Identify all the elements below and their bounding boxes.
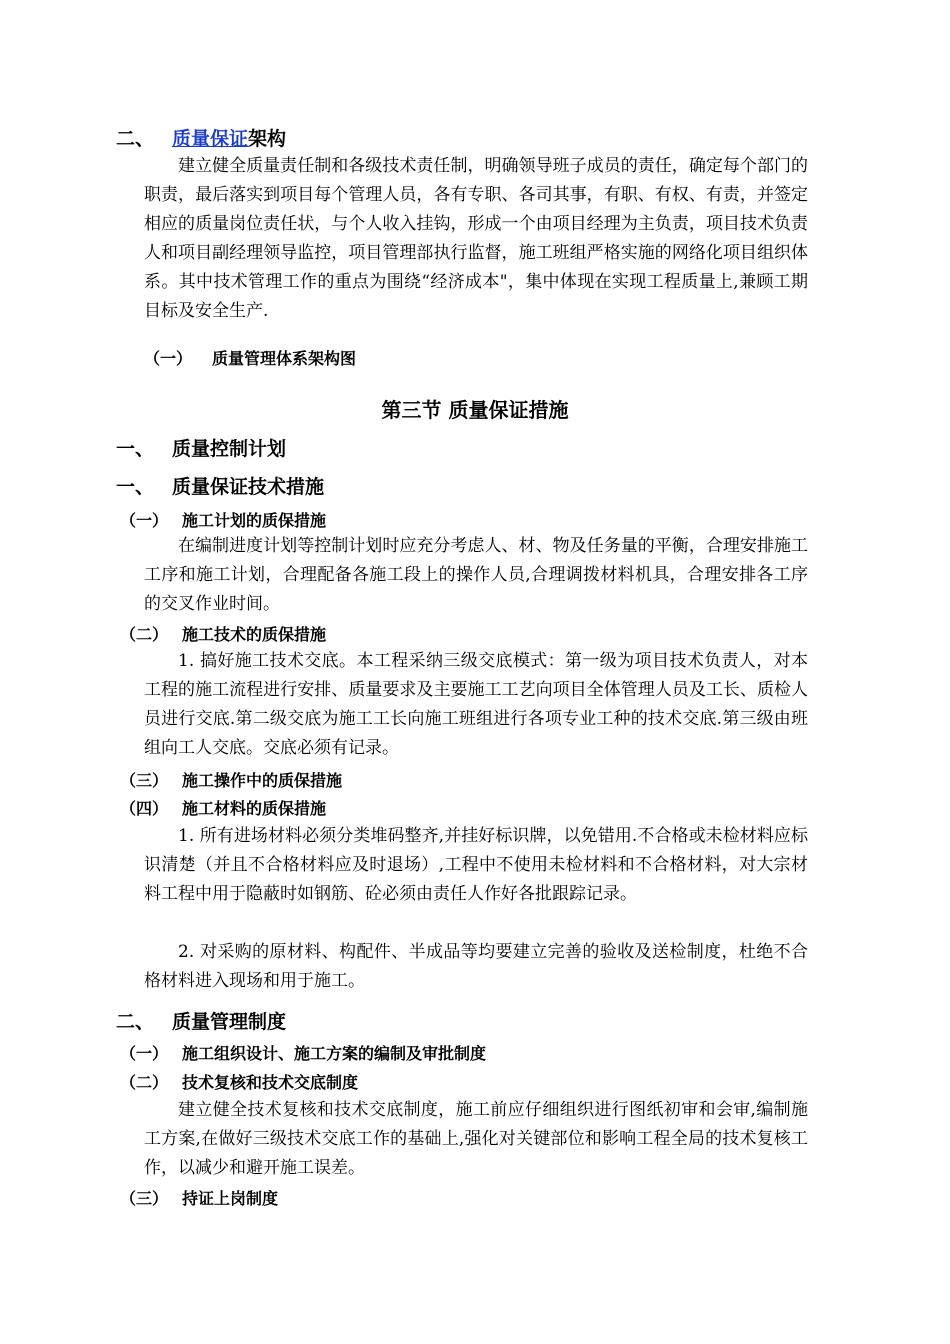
- heading-technical-measures: 一、 质量保证技术措施: [116, 476, 325, 498]
- subheading-operation-measures: （三） 施工操作中的质保措施: [120, 771, 343, 790]
- paragraph-material-stacking: 1. 所有进场材料必须分类堆码整齐,并挂好标识牌，以免错用.不合格或未检材料应标识清楚（并且不合格材料应及时退场）,工程中不使用未检材料和不合格材料，对大宗材料工程中用于隐蔽时如钢筋、砼必须由责任人作好各批跟踪记录。: [144, 826, 808, 904]
- paragraph-material-inspection: 2. 对采购的原材料、构配件、半成品等均要建立完善的验收及送检制度，杜绝不合格材料进入现场和用于施工。: [144, 942, 808, 991]
- paragraph-technical-review: 建立健全技术复核和技术交底制度，施工前应仔细组织进行图纸初审和会审,编制施工方案,在做好三级技术交底工作的基础上,强化对关键部位和影响工程全局的技术复核工作，以减少和避开施工误差。: [144, 1100, 808, 1178]
- subheading-structure-chart: （一） 质量管理体系架构图: [144, 349, 357, 368]
- subheading-certified-work: （三） 持证上岗制度: [120, 1189, 279, 1208]
- quality-assurance-link[interactable]: 质量保证: [172, 128, 249, 150]
- section-title: 第三节 质量保证措施: [381, 398, 569, 422]
- subheading-design-approval: （一） 施工组织设计、施工方案的编制及审批制度: [120, 1044, 487, 1063]
- subheading-plan-measures: （一） 施工计划的质保措施: [120, 511, 327, 530]
- paragraph-responsibility-system: 建立健全质量责任制和各级技术责任制，明确领导班子成员的责任，确定每个部门的职责，最后落实到项目每个管理人员，各有专职、各司其事，有职、有权、有责，并签定相应的质量岗位责任状，与个人收入挂钩，形成一个由项目经理为主负责，项目技术负责人和项目副经理领导监控，项目管理部执行监督，施工班组严格实施的网络化项目组织体系。其中技术管理工作的重点为围绕“经济成本"，集中体现在实现工程质量上,兼顾工期目标及安全生产.: [144, 156, 808, 321]
- paragraph-technical-disclosure: 1. 搞好施工技术交底。本工程采纳三级交底模式：第一级为项目技术负责人，对本工程的施工流程进行安排、质量要求及主要施工工艺向项目全体管理人员及工长、质检人员进行交底.第二级交底为施工工长向施工班组进行各项专业工种的技术交底.第三级由班组向工人交底。交底必须有记录。: [144, 651, 808, 758]
- heading-number: 二、: [116, 128, 155, 150]
- subheading-material-measures: （四） 施工材料的质保措施: [120, 799, 327, 818]
- heading-text: 架构: [248, 128, 287, 150]
- subheading-technical-measures: （二） 施工技术的质保措施: [120, 625, 327, 644]
- heading-quality-control-plan: 一、 质量控制计划: [116, 438, 287, 460]
- heading-management-system: 二、 质量管理制度: [116, 1011, 287, 1033]
- paragraph-plan-measures: 在编制进度计划等控制计划时应充分考虑人、材、物及任务量的平衡，合理安排施工工序和施工计划，合理配备各施工段上的操作人员,合理调拨材料机具，合理安排各工序的交叉作业时间。: [144, 536, 808, 614]
- heading-quality-structure: [116, 124, 286, 151]
- subheading-technical-review: （二） 技术复核和技术交底制度: [120, 1073, 359, 1092]
